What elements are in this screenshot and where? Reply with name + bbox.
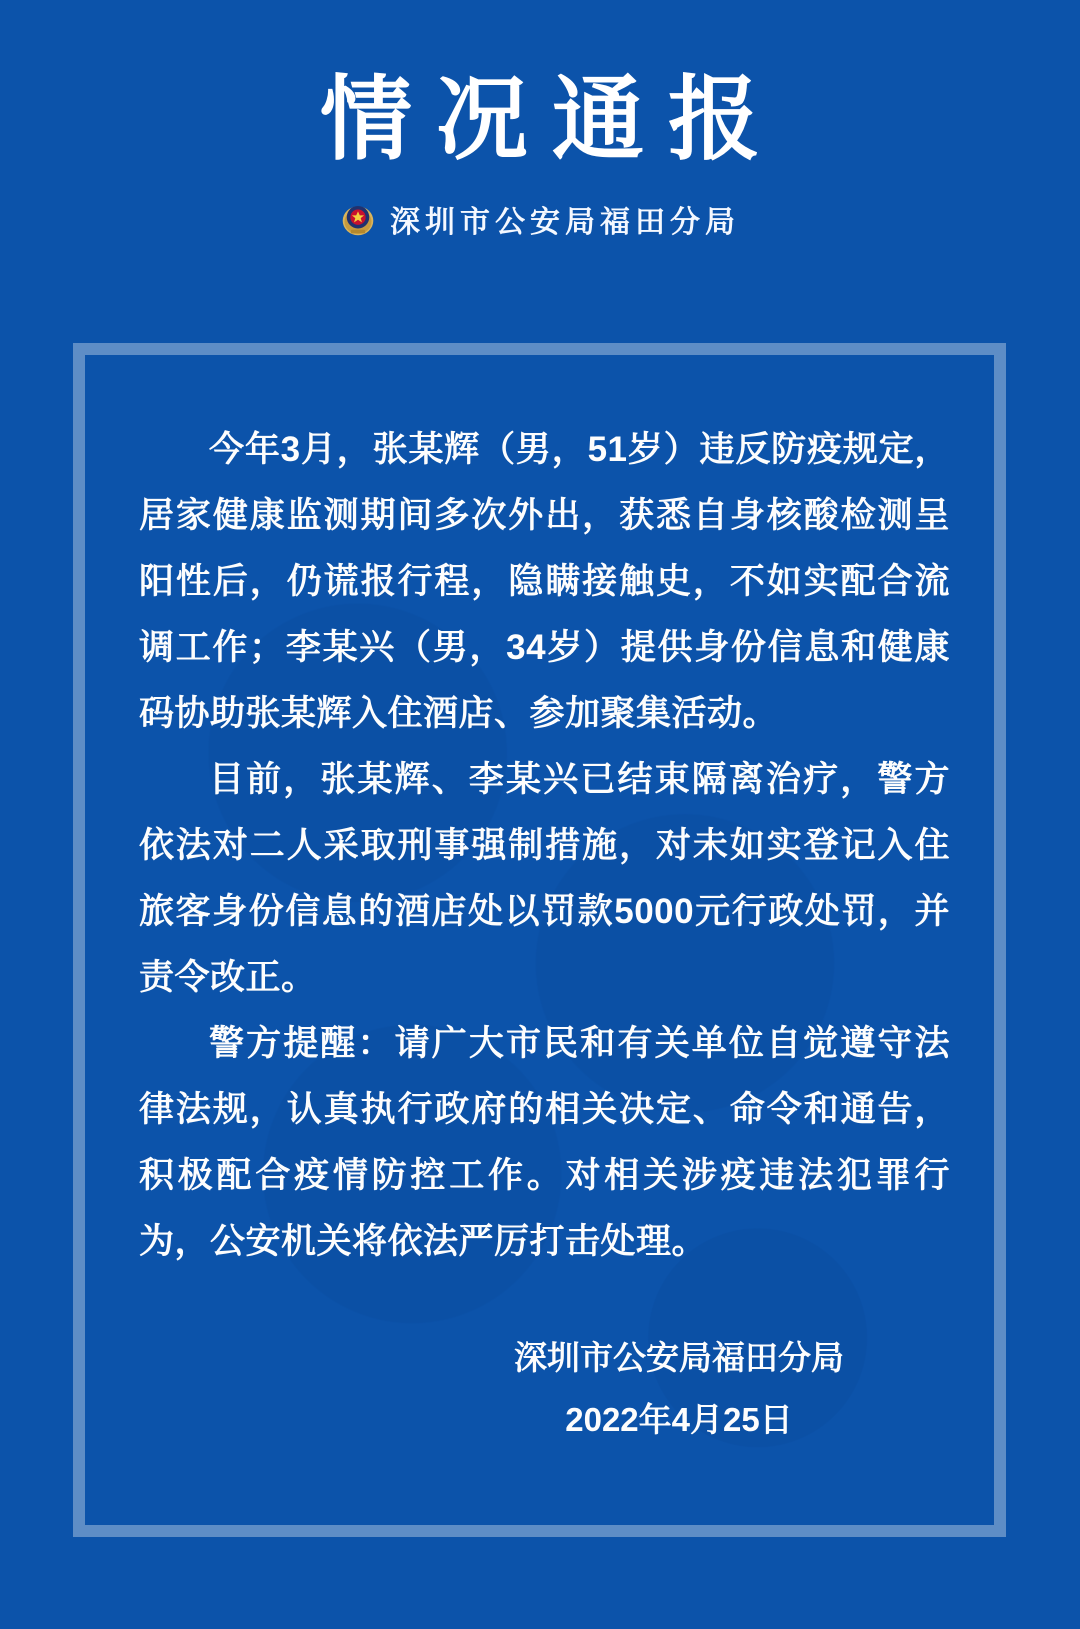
notice-paragraph-1: 今年3月，张某辉（男，51岁）违反防疫规定，居家健康监测期间多次外出，获悉自身核酸检测呈阳性后，仍谎报行程，隐瞒接触史，不如实配合流调工作；李某兴（男，34岁）提供身份信息和健康码协助张某辉入住酒店、参加聚集活动。 (139, 430, 950, 733)
page-title: 情况通报 (319, 69, 784, 171)
agency-row (0, 197, 1080, 241)
notice-paragraph-2: 目前，张某辉、李某兴已结束隔离治疗，警方依法对二人采取刑事强制措施，对未如实登记入住旅客身份信息的酒店处以罚款5000元行政处罚，并责令改正。 (139, 760, 950, 997)
signature-block (464, 1327, 894, 1451)
signature-date: 2022年4月25日 (565, 1401, 793, 1438)
notice-body (139, 417, 950, 1451)
agency-name: 深圳市公安局福田分局 (390, 205, 740, 239)
notice-box (73, 343, 1006, 1537)
notice-paragraph-3: 警方提醒：请广大市民和有关单位自觉遵守法律法规，认真执行政府的相关决定、命令和通告，积极配合疫情防控工作。对相关涉疫违法犯罪行为，公安机关将依法严厉打击处理。 (139, 1024, 950, 1261)
police-badge-icon (340, 201, 376, 237)
signature-agency: 深圳市公安局福田分局 (514, 1339, 844, 1376)
